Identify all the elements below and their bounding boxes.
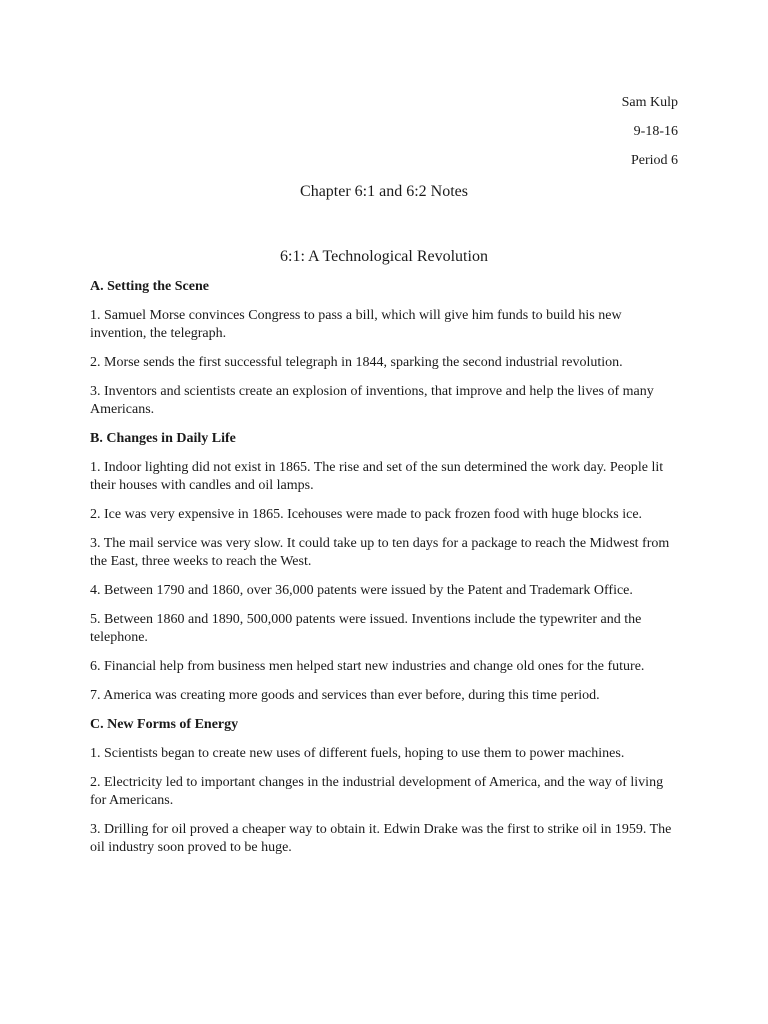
note-item: 6. Financial help from business men helped start new industries and change old ones for the future.	[90, 659, 645, 674]
note-item: 1. Samuel Morse convinces Congress to pass a bill, which will give him funds to build his new invention, the telegraph.	[90, 308, 622, 341]
section-new-forms-of-energy	[90, 716, 680, 857]
note-item: 2. Morse sends the first successful telegraph in 1844, sparking the second industrial revolution.	[90, 355, 623, 370]
notes-body	[90, 278, 680, 868]
class-period: Period 6	[630, 153, 678, 168]
note-item: 7. America was creating more goods and services than ever before, during this time period.	[90, 688, 600, 703]
document-date: 9-18-16	[633, 124, 678, 139]
section-heading: A. Setting the Scene	[90, 279, 209, 294]
note-item: 2. Ice was very expensive in 1865. Icehouses were made to pack frozen food with huge blocks ice.	[90, 507, 643, 522]
note-item: 2. Electricity led to important changes in the industrial development of America, and the way of living for Americans.	[90, 775, 664, 808]
section-heading: C. New Forms of Energy	[90, 717, 239, 732]
note-item: 4. Between 1790 and 1860, over 36,000 patents were issued by the Patent and Trademark Office.	[90, 583, 633, 598]
section-changes-in-daily-life	[90, 430, 680, 705]
section-setting-the-scene	[90, 278, 680, 419]
note-item: 3. Inventors and scientists create an explosion of inventions, that improve and help the lives of many Americans.	[90, 384, 654, 417]
note-item: 1. Indoor lighting did not exist in 1865. The rise and set of the sun determined the work day. People lit their houses with candles and oil lamps.	[90, 460, 664, 493]
document-title: Chapter 6:1 and 6:2 Notes	[300, 183, 468, 200]
student-name: Sam Kulp	[621, 95, 678, 110]
section-heading: B. Changes in Daily Life	[90, 431, 236, 446]
section-title: 6:1: A Technological Revolution	[280, 248, 488, 265]
note-item: 3. The mail service was very slow. It could take up to ten days for a package to reach the Midwest from the East, three weeks to reach the West.	[90, 536, 670, 569]
note-item: 3. Drilling for oil proved a cheaper way to obtain it. Edwin Drake was the first to strike oil in 1959. The oil industry soon proved to be huge.	[90, 822, 672, 855]
note-item: 5. Between 1860 and 1890, 500,000 patents were issued. Inventions include the typewriter and the telephone.	[90, 612, 642, 645]
note-item: 1. Scientists began to create new uses of different fuels, hoping to use them to power machines.	[90, 746, 625, 761]
